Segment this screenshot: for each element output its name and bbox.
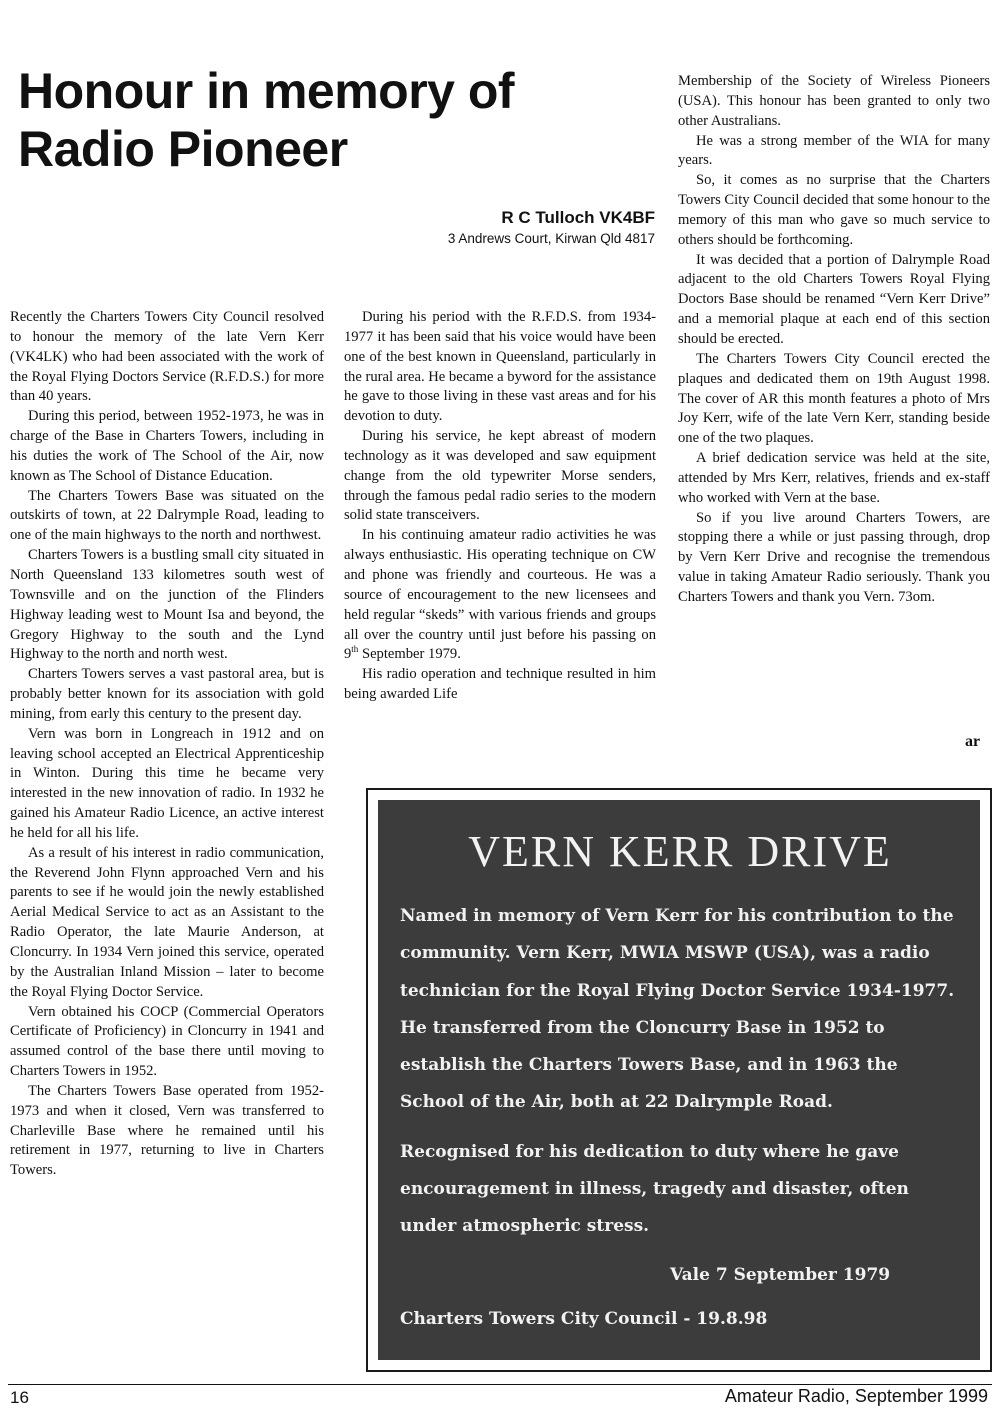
paragraph: Vern was born in Longreach in 1912 and on leaving school accepted an Electrical Apprenticeship in Winton. During this time he became very interested in the new innovation of radio. In 1932 he gained his Amateur Radio Licence, an active interest he held for all his life. [10,725,324,841]
paragraph: During his service, he kept abreast of modern technology as it was developed and saw equipment change from the old typewriter Morse senders, through the famous pedal radio series to the modern solid state transceivers. [344,428,656,524]
paragraph-text: September 1979. [358,646,461,663]
paragraph-text: In his continuing amateur radio activities he was always enthusiastic. His operating technique on CW and phone was friendly and courteous. He was a source of encouragement to the new licensees and held regular “skeds” with various friends and groups all over the country until just before his passing on 9 [344,527,656,663]
article-title: Honour in memory of Radio Pioneer [18,63,515,177]
paragraph: His radio operation and technique resulted in him being awarded Life [344,666,656,703]
publication-footer: Amateur Radio, September 1999 [724,1386,988,1406]
paragraph: So if you live around Charters Towers, are stopping there a while or just passing through, drop by Vern Kerr Drive and recognise the tremendous value in taking Amateur Radio seriously. Thank you Charters Towers and thank you Vern. 73om. [678,509,990,605]
paragraph: A brief dedication service was held at the site, attended by Mrs Kerr, relatives, friends and ex-staff who worked with Vern at the base. [678,450,990,506]
paragraph: So, it comes as no surprise that the Charters Towers City Council decided that some honour to the memory of this man who gave so much service to others should be forthcoming. [678,172,990,248]
text-column-2 [344,308,656,705]
paragraph: The Charters Towers Base was situated on the outskirts of town, at 22 Dalrymple Road, leading to one of the main highways to the north and northwest. [10,487,324,544]
ordinal-suffix: th [351,644,359,655]
author-name: R C Tulloch VK4BF [501,208,655,227]
paragraph: The Charters Towers Base operated from 1952-1973 and when it closed, Vern was transferred to Charleville Base where he remained until his retirement in 1977, returning to live in Charters Towers. [10,1082,324,1179]
end-mark: ar [965,733,981,750]
paragraph: During his period with the R.F.D.S. from 1934-1977 it has been said that his voice would have been one of the best known in Queensland, particularly in the rural area. He became a byword for the assistance he gave to those living in these vast areas and for his devotion to duty. [344,309,656,425]
memorial-plaque [378,800,980,1360]
footer-divider [8,1384,992,1385]
paragraph: Charters Towers is a bustling small city situated in North Queensland 133 kilometres south west of Townsville and on the junction of the Flinders Highway leading west to Mount Isa and beyond, the Gregory Highway to the south and the Lynd Highway to the north and north west. [10,547,324,663]
paragraph: Membership of the Society of Wireless Pioneers (USA). This honour has been granted to only two other Australians. [678,73,990,129]
plaque-title: VERN KERR DRIVE [468,827,892,876]
paragraph: As a result of his interest in radio communication, the Reverend John Flynn approached Vern and his parents to see if he would join the newly established Aerial Medical Service to act as an Assistant to the Radio Operator, the late Maurie Anderson, at Cloncurry. In 1934 Vern joined this service, operated by the Australian Inland Mission – later to become the Royal Flying Doctor Service. [10,844,324,1000]
paragraph [344,526,656,665]
plaque-recognition: Recognised for his dedication to duty where he gave encouragement in illness, tragedy and disaster, often under atmospheric stress. [400,1141,909,1237]
byline [448,207,655,249]
paragraph: The Charters Towers City Council erected the plaques and dedicated them on 19th August 1998. The cover of AR this month features a photo of Mrs Joy Kerr, wife of the late Vern Kerr, standing beside one of the two plaques. [678,350,990,447]
paragraph: It was decided that a portion of Dalrymple Road adjacent to the old Charters Towers Royal Flying Doctors Base should be renamed “Vern Kerr Drive” and a memorial plaque at each end of this section should be erected. [678,251,990,347]
text-column-3 [678,72,990,608]
plaque-vale: Vale 7 September 1979 [670,1264,891,1285]
author-address: 3 Andrews Court, Kirwan Qld 4817 [447,231,655,246]
plaque-council: Charters Towers City Council - 19.8.98 [400,1308,768,1329]
text-column-1 [10,308,324,1181]
page-number: 16 [10,1388,29,1407]
paragraph: During this period, between 1952-1973, he was in charge of the Base in Charters Towers, including in his duties the work of The School of the Air, now known as The School of Distance Education. [10,408,324,484]
paragraph: Vern obtained his COCP (Commercial Operators Certificate of Proficiency) in Cloncurry in 1941 and assumed control of the base there until moving to Charters Towers in 1952. [10,1003,324,1080]
paragraph: Recently the Charters Towers City Council resolved to honour the memory of the late Vern Kerr (VK4LK) who had been associated with the work of the Royal Flying Doctors Service (R.F.D.S.) for more than 40 years. [10,309,324,405]
paragraph: He was a strong member of the WIA for many years. [678,132,990,169]
paragraph: Charters Towers serves a vast pastoral area, but is probably better known for its association with gold mining, from early this century to the present day. [10,666,324,722]
plaque-body: Named in memory of Vern Kerr for his contribution to the community. Vern Kerr, MWIA MSWP (USA), was a radio technician for the Royal Flying Doctor Service 1934-1977. He transferred from the Cloncurry Base in 1952 to establish the Charters Towers Base, and in 1963 the School of the Air, both at 22 Dalrymple Road. [400,906,955,1113]
